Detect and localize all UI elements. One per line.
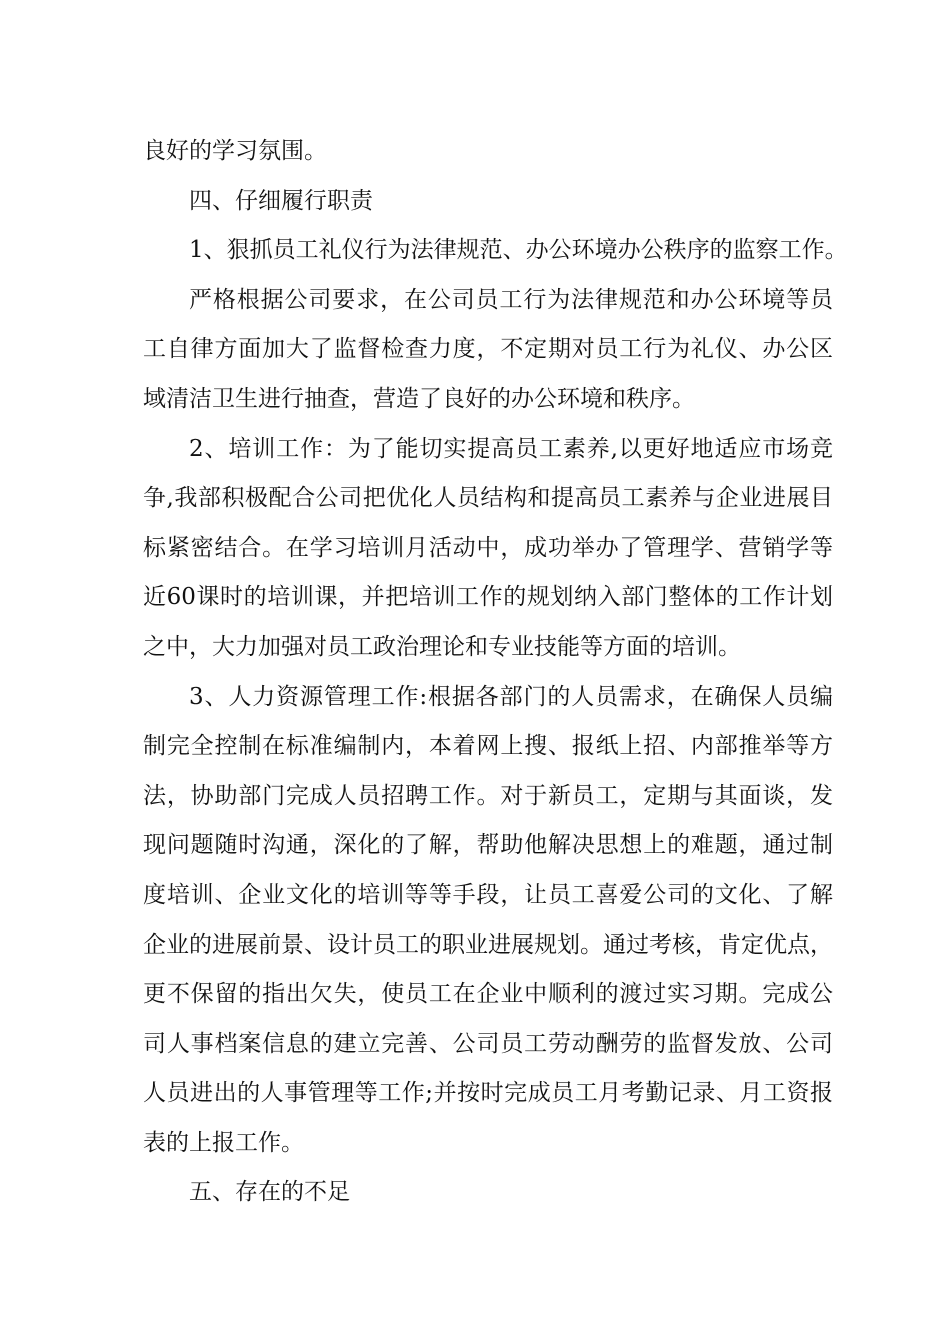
document-body [143,127,848,1218]
item-heading-2: 2、培训工作：为了能切实提高员工素养,以更好地适应市场竞 [189,435,833,462]
paragraph-line: 域清洁卫生进行抽查，营造了良好的办公环境和秩序。 [143,385,695,412]
paragraph-line: 工自律方面加大了监督检查力度，不定期对员工行为礼仪、办公区 [143,336,833,363]
paragraph-line: 更不保留的指出欠失，使员工在企业中顺利的渡过实习期。完成公 [143,981,833,1008]
paragraph-line: 近60课时的培训课，并把培训工作的规划纳入部门整体的工作计划 [143,584,833,611]
item-heading-1: 1、狠抓员工礼仪行为法律规范、办公环境办公秩序的监察工作。 [189,237,848,264]
paragraph-line: 表的上报工作。 [143,1129,304,1156]
paragraph-line: 企业的进展前景、设计员工的职业进展规划。通过考核，肯定优点， [143,931,833,958]
section-heading-5: 五、存在的不足 [189,1179,350,1206]
item-heading-3: 3、人力资源管理工作:根据各部门的人员需求，在确保人员编 [189,683,833,710]
paragraph-line: 标紧密结合。在学习培训月活动中，成功举办了管理学、营销学等 [143,534,833,561]
paragraph-line: 现问题随时沟通，深化的了解，帮助他解决思想上的难题，通过制 [143,832,833,859]
section-heading-4: 四、仔细履行职责 [189,187,373,214]
paragraph-line: 司人事档案信息的建立完善、公司员工劳动酬劳的监督发放、公司 [143,1030,833,1057]
paragraph-line: 严格根据公司要求，在公司员工行为法律规范和办公环境等员 [189,286,833,313]
paragraph-line: 之中，大力加强对员工政治理论和专业技能等方面的培训。 [143,633,741,660]
paragraph-line: 度培训、企业文化的培训等等手段，让员工喜爱公司的文化、了解 [143,881,833,908]
paragraph-line: 人员进出的人事管理等工作;并按时完成员工月考勤记录、月工资报 [143,1080,833,1107]
paragraph-line: 良好的学习氛围。 [143,138,327,164]
paragraph-line: 法，协助部门完成人员招聘工作。对于新员工，定期与其面谈，发 [143,782,833,809]
paragraph-line: 制完全控制在标准编制内，本着网上搜、报纸上招、内部推举等方 [143,733,833,760]
paragraph-line: 争,我部积极配合公司把优化人员结构和提高员工素养与企业进展目 [143,485,833,512]
